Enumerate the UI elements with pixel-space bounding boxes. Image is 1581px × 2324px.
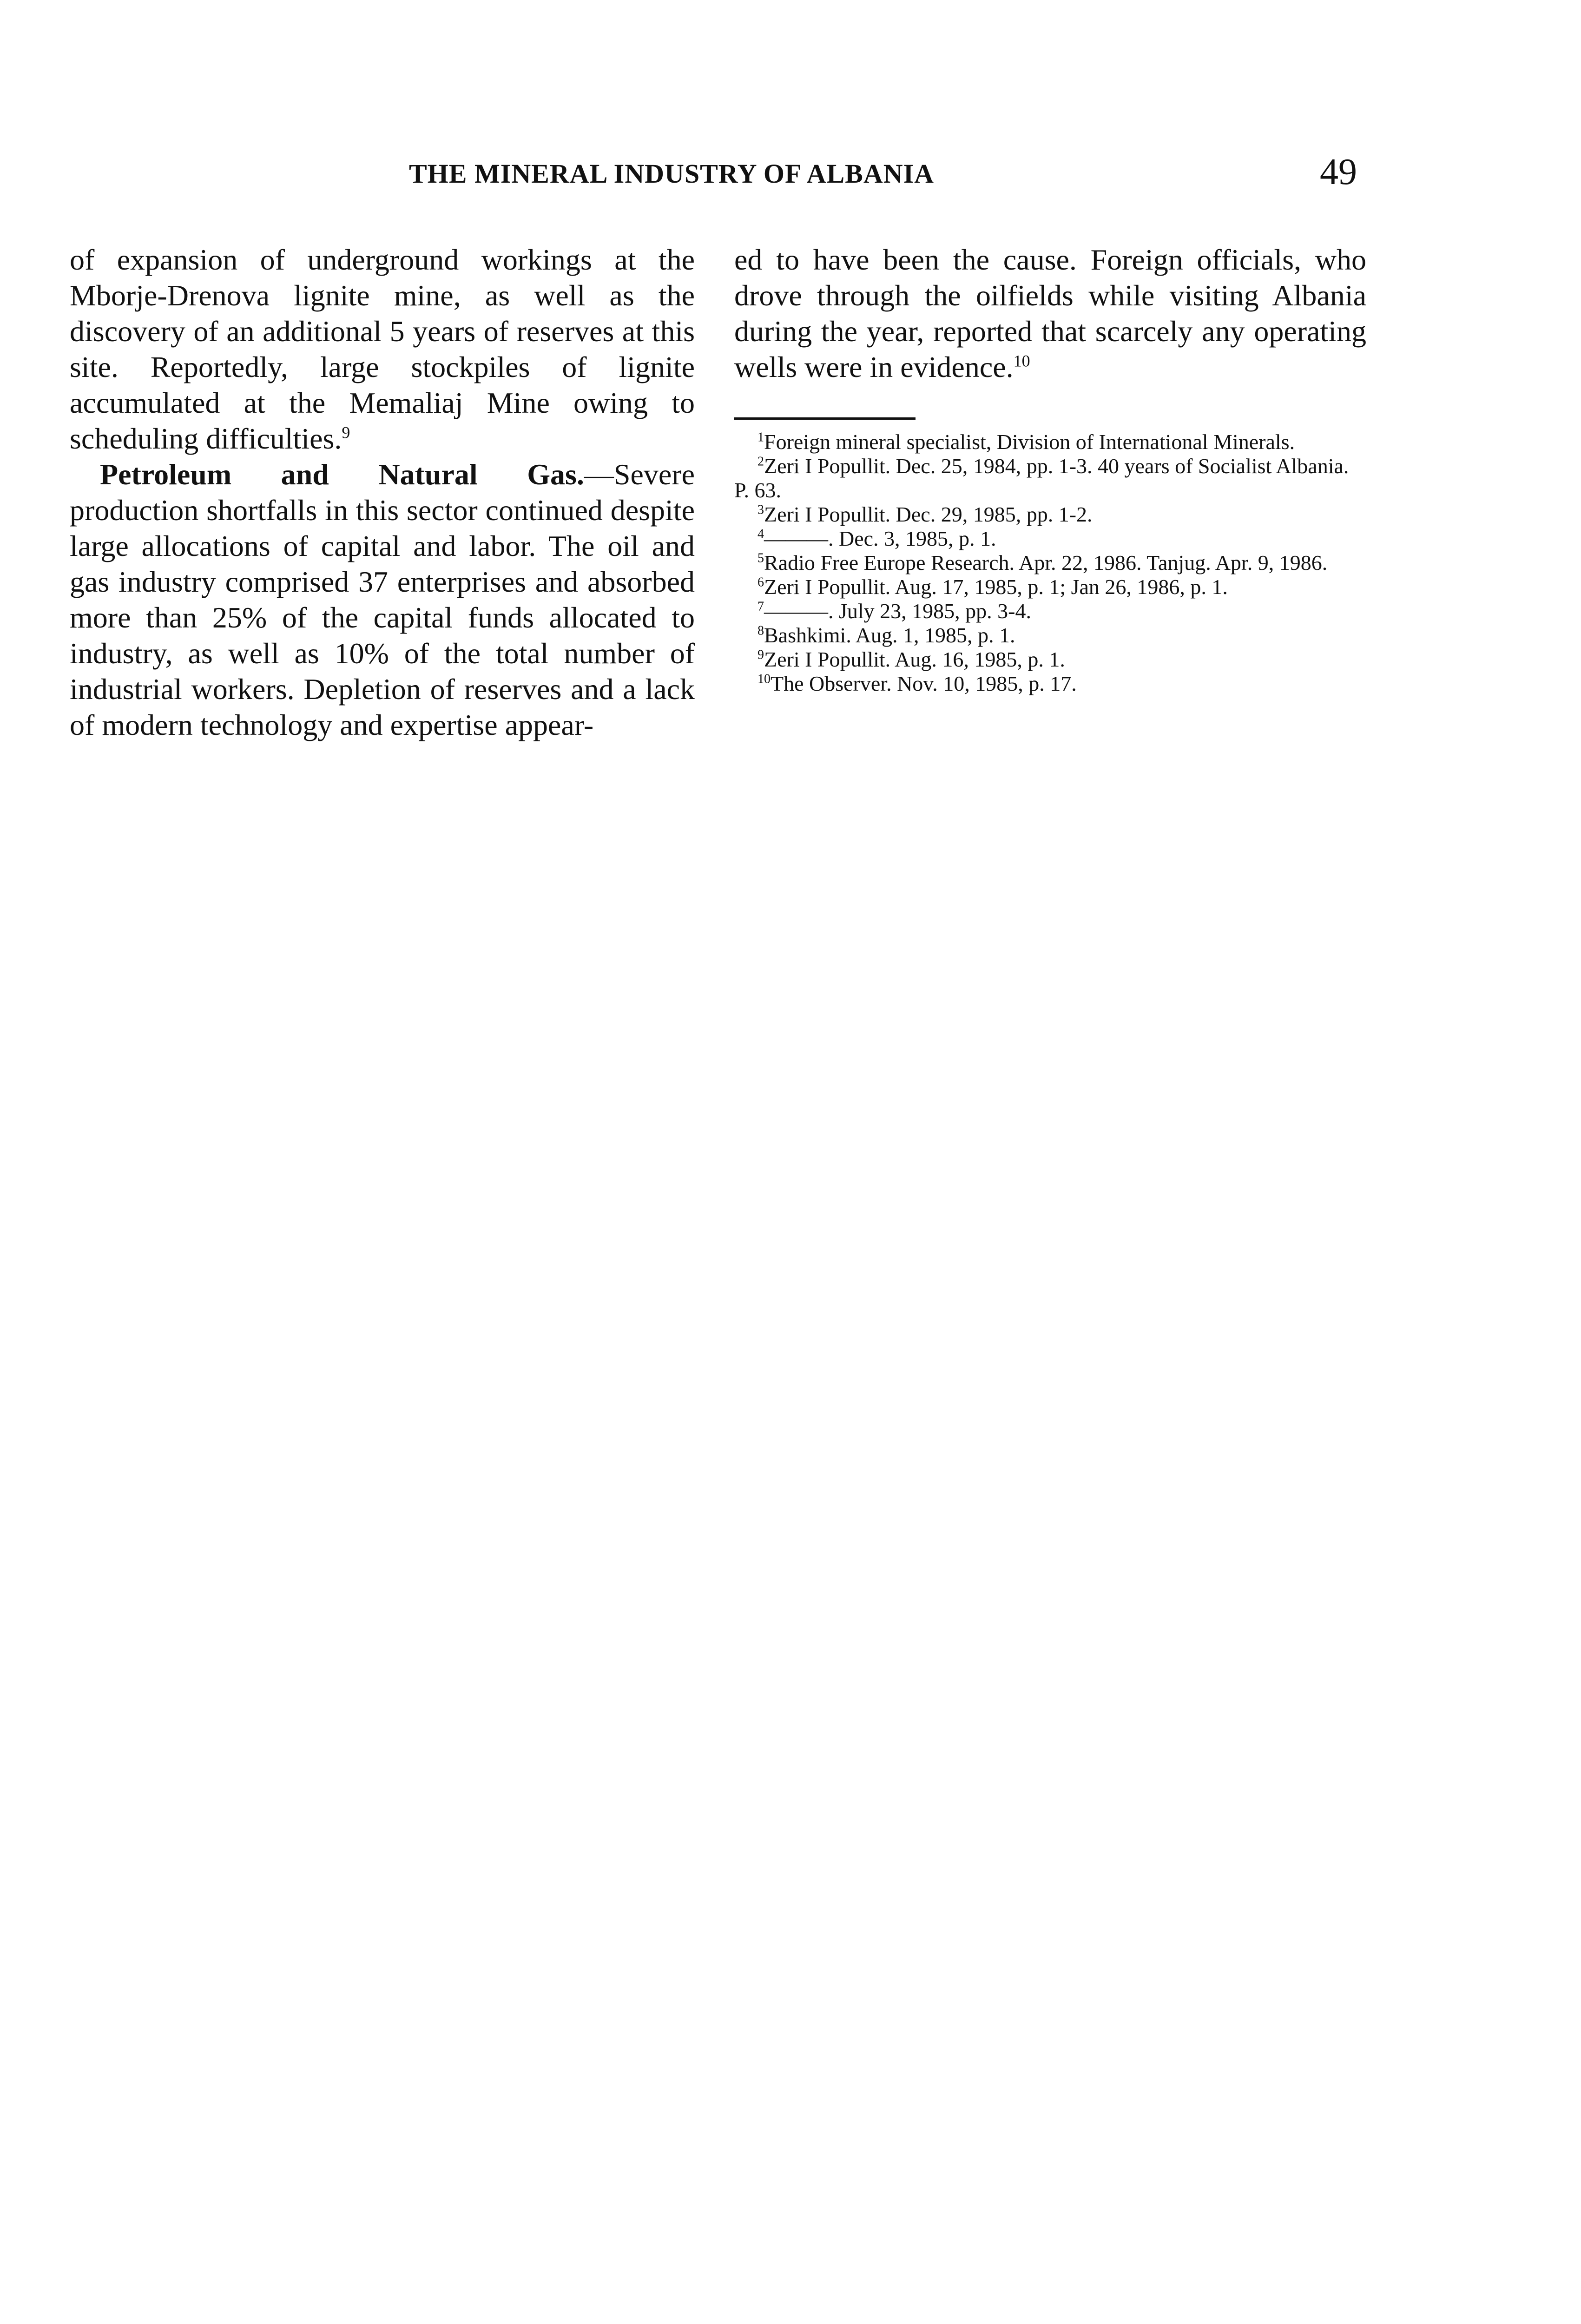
footnote-9 xyxy=(734,647,1366,672)
footnote-text: The Observer. Nov. 10, 1985, p. 17. xyxy=(771,672,1077,695)
page-number: 49 xyxy=(1320,152,1357,192)
footnote-number: 1 xyxy=(758,430,764,445)
paragraph-text: ed to have been the cause. Foreign officials, who drove through the oilfields while visiting Albania during the year, reported that scarcely any operating wells were in evidence. xyxy=(734,243,1366,383)
footnote-number: 3 xyxy=(758,502,764,517)
footnote-3 xyxy=(734,502,1366,527)
footnote-ref: 9 xyxy=(342,423,350,442)
footnote-7 xyxy=(734,599,1366,623)
footnote-text: Zeri I Popullit. Aug. 16, 1985, p. 1. xyxy=(764,647,1065,671)
footnote-number: 6 xyxy=(758,575,764,590)
footnote-6 xyxy=(734,575,1366,599)
footnote-number: 4 xyxy=(758,527,764,541)
paragraph-text: —Severe production shortfalls in this sector continued despite large allocations of capital and labor. The oil and gas industry comprised 37 enterprises and absorbed more than 25% of the capital funds allocated to industry, as well as 10% of the total number of industrial workers. Depletion of reserves and a lack of modern technology and expertise appear- xyxy=(70,458,695,741)
footnote-2 xyxy=(734,454,1366,502)
paragraph-oilfields-continued xyxy=(734,242,1366,385)
footnote-text: ———. Dec. 3, 1985, p. 1. xyxy=(764,527,996,550)
footnote-number: 9 xyxy=(758,647,764,662)
footnote-number: 2 xyxy=(758,454,764,469)
footnote-number: 8 xyxy=(758,623,764,638)
footnote-text: Foreign mineral specialist, Division of International Minerals. xyxy=(764,430,1295,454)
footnote-10 xyxy=(734,672,1366,696)
footnote-number: 10 xyxy=(758,672,771,687)
footnote-number: 7 xyxy=(758,599,764,614)
right-column xyxy=(734,242,1366,696)
page-header xyxy=(0,149,1581,205)
paragraph-text: of expansion of underground workings at the Mborje-Drenova lignite mine, as well as the discovery of an additional 5 years of reserves at this site. Reportedly, large stockpiles of lignite accumulated at the Memaliaj Mine owing to scheduling difficulties. xyxy=(70,243,695,455)
footnote-text: Zeri I Popullit. Aug. 17, 1985, p. 1; Jan 26, 1986, p. 1. xyxy=(764,575,1228,599)
running-title: THE MINERAL INDUSTRY OF ALBANIA xyxy=(409,158,935,189)
footnote-8 xyxy=(734,623,1366,647)
footnote-text: Zeri I Popullit. Dec. 25, 1984, pp. 1-3. 40 years of Socialist Albania. P. 63. xyxy=(734,454,1349,502)
section-heading-petroleum: Petroleum and Natural Gas. xyxy=(100,458,584,491)
footnote-text: Bashkimi. Aug. 1, 1985, p. 1. xyxy=(764,623,1015,647)
footnote-text: Zeri I Popullit. Dec. 29, 1985, pp. 1-2. xyxy=(764,502,1093,526)
left-column xyxy=(70,242,695,743)
paragraph-petroleum xyxy=(70,456,695,743)
footnote-divider xyxy=(734,417,916,420)
footnote-number: 5 xyxy=(758,551,764,566)
footnote-text: Radio Free Europe Research. Apr. 22, 1986. Tanjug. Apr. 9, 1986. xyxy=(764,551,1328,574)
footnote-ref: 10 xyxy=(1013,351,1030,370)
footnotes-list xyxy=(734,430,1366,696)
footnote-4 xyxy=(734,527,1366,551)
footnote-text: ———. July 23, 1985, pp. 3-4. xyxy=(764,599,1031,623)
footnote-1 xyxy=(734,430,1366,454)
paragraph-lignite-continued xyxy=(70,242,695,456)
footnote-5 xyxy=(734,551,1366,575)
